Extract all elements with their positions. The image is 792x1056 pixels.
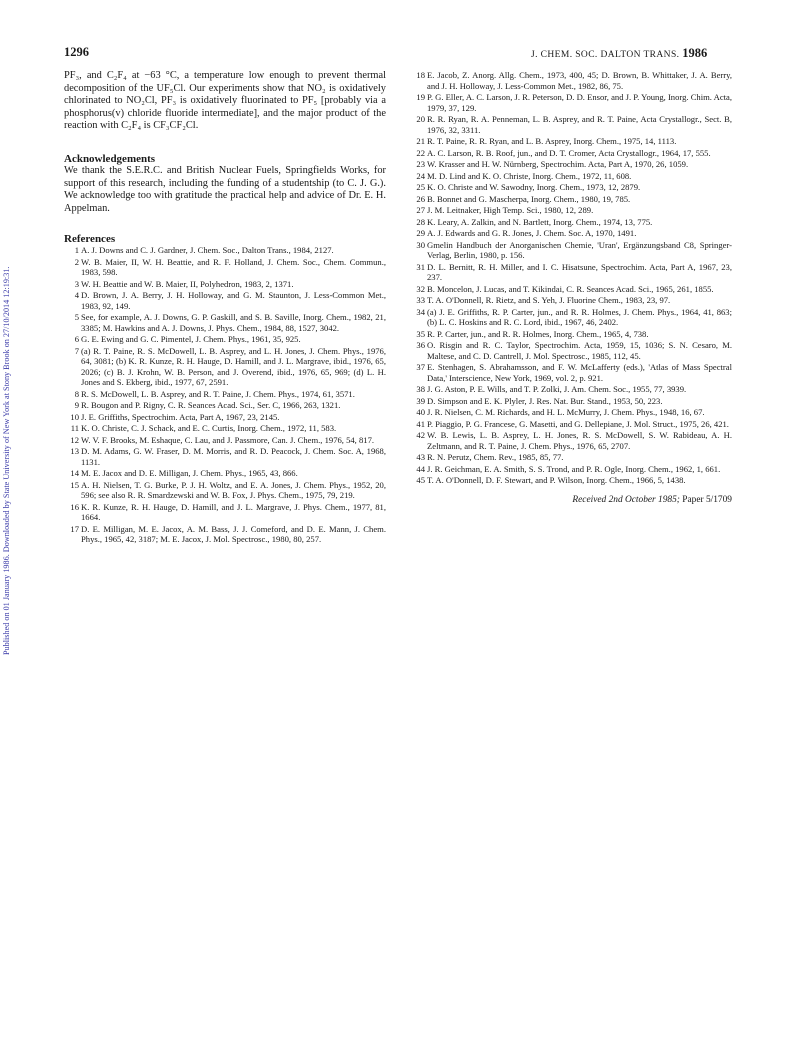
reference-text: (a) J. E. Griffiths, R. P. Carter, jun., and R. R. Holmes, J. Chem. Phys., 1964, 41, 863; (b) L. C. Hoskins and R. C. Lord, ibid., 1967, 46, 2402. (427, 306, 732, 327)
reference-text: W. Krasser and H. W. Nürnberg, Spectrochim. Acta, Part A, 1970, 26, 1059. (427, 159, 689, 169)
reference-item (64, 334, 386, 345)
reference-text: B. Bonnet and G. Mascherpa, Inorg. Chem., 1980, 19, 785. (427, 193, 631, 204)
reference-item (410, 307, 732, 328)
reference-number: 6 (74, 334, 79, 345)
reference-number: 1 (74, 245, 79, 256)
page-number: 1296 (64, 45, 89, 59)
reference-number: 28 (416, 216, 425, 227)
reference-item (410, 407, 732, 418)
reference-item (410, 159, 732, 170)
reference-text: W. B. Lewis, L. B. Asprey, L. H. Jones, R. S. McDowell, S. W. Rabideau, A. H. Zeltmann, and R. T. Paine, J. Chem. Phys., 1976, 65, 2707. (427, 430, 732, 451)
reference-number: 14 (70, 468, 79, 479)
reference-item (410, 262, 732, 283)
reference-item (64, 279, 386, 290)
reference-number: 23 (416, 159, 425, 169)
reference-text: R. S. McDowell, L. B. Asprey, and R. T. Paine, J. Chem. Phys., 1974, 61, 3571. (81, 388, 355, 399)
reference-text: M. E. Jacox and D. E. Milligan, J. Chem. Phys., 1965, 43, 866. (81, 468, 298, 479)
reference-item (410, 384, 732, 395)
reference-number: 8 (74, 388, 79, 399)
reference-item (410, 194, 732, 205)
reference-text: A. J. Downs and C. J. Gardner, J. Chem. Soc., Dalton Trans., 1984, 2127. (81, 245, 334, 256)
reference-item (64, 446, 386, 467)
reference-text: D. Simpson and E. K. Plyler, J. Res. Nat. Bur. Stand., 1953, 50, 223. (427, 395, 663, 406)
reference-number: 26 (416, 193, 425, 204)
reference-item (64, 524, 386, 545)
reference-text: E. Stenhagen, S. Abrahamsson, and F. W. McLafferty (eds.), 'Atlas of Mass Spectral Data,' Interscience, New York, 1969, vol. 2, p. 921. (427, 362, 732, 383)
reference-item (410, 340, 732, 361)
reference-text: Gmelin Handbuch der Anorganischen Chemie, 'Uran', Ergänzungsband C8, Springer-Verlag, Berlin, 1980, p. 156. (427, 239, 732, 260)
reference-item (410, 475, 732, 486)
references-list-right (410, 70, 732, 486)
reference-number: 36 (416, 340, 425, 350)
reference-text: J. E. Griffiths, Spectrochim. Acta, Part A, 1967, 23, 2145. (81, 411, 280, 422)
reference-number: 15 (70, 479, 79, 490)
reference-number: 43 (416, 452, 425, 462)
reference-number: 29 (416, 228, 425, 238)
reference-text: D. Brown, J. A. Berry, J. H. Holloway, and G. M. Staunton, J. Less-Common Met., 1983, 92, 149. (81, 290, 386, 311)
reference-text: K. O. Christe and W. Sawodny, Inorg. Chem., 1973, 12, 2879. (427, 182, 641, 192)
reference-item (410, 70, 732, 91)
reference-item (64, 245, 386, 256)
reference-number: 20 (416, 114, 425, 124)
reference-item (64, 400, 386, 411)
reference-text: A. J. Edwards and G. R. Jones, J. Chem. Soc. A, 1970, 1491. (427, 228, 637, 238)
reference-item (64, 389, 386, 400)
reference-text: See, for example, A. J. Downs, G. P. Gaskill, and S. B. Saville, Inorg. Chem., 1982, 21, 3385; M. Hawkins and A. J. Downs, J. Phys. Chem., 1984, 88, 1527, 3042. (81, 312, 386, 333)
reference-text: (a) R. T. Paine, R. S. McDowell, L. B. Asprey, and L. H. Jones, J. Chem. Phys., 1976, 64, 3081; (b) K. R. Kunze, R. H. Hauge, D. Hamill, and J. L. Margrave, ibid., 1976, 65, 2026; (c) B. J. Krohn, W. B. Person, and J. Overend, ibid., 1976, 65, 969; (d) L. H. Jones and S. Ekberg, ibid., 1977, 67, 2591. (81, 345, 386, 388)
reference-number: 13 (70, 446, 79, 457)
reference-number: 19 (416, 92, 425, 102)
reference-text: W. B. Maier, II, W. H. Beattie, and R. F. Holland, J. Chem. Soc., Chem. Commun., 1983, 598. (81, 256, 386, 278)
reference-number: 44 (416, 463, 425, 474)
reference-number: 31 (416, 261, 425, 272)
reference-text: O. Risgin and R. C. Taylor, Spectrochim. Acta, 1959, 15, 1036; S. N. Cesaro, M. Maltese, and C. D. Cantrell, J. Mol. Spectrosc., 1985, 112, 45. (427, 340, 732, 361)
reference-item (410, 430, 732, 451)
reference-number: 39 (416, 395, 425, 406)
reference-item (410, 396, 732, 407)
reference-number: 41 (416, 418, 425, 429)
reference-item (410, 217, 732, 228)
reference-item (410, 92, 732, 113)
reference-item (410, 464, 732, 475)
reference-item (64, 502, 386, 523)
reference-text: W. V. F. Brooks, M. Eshaque, C. Lau, and J. Passmore, Can. J. Chem., 1976, 54, 817. (81, 434, 375, 445)
reference-number: 34 (416, 306, 425, 317)
reference-text: D. E. Milligan, M. E. Jacox, A. M. Bass, J. J. Comeford, and D. E. Mann, J. Chem. Phys., 1965, 42, 3187; M. E. Jacox, J. Mol. Spectrosc., 1980, 80, 257. (81, 523, 386, 545)
reference-number: 45 (416, 475, 425, 485)
reference-text: B. Moncelon, J. Lucas, and T. Kikindai, C. R. Seances Acad. Sci., 1965, 261, 1855. (427, 283, 714, 294)
left-column (64, 70, 386, 546)
reference-number: 18 (416, 70, 425, 80)
reference-item (410, 148, 732, 159)
reference-number: 16 (70, 501, 79, 512)
journal-year: 1986 (682, 46, 708, 60)
reference-item (64, 290, 386, 311)
reference-text: R. P. Carter, jun., and R. R. Holmes, Inorg. Chem., 1965, 4, 738. (427, 328, 649, 339)
reference-text: E. Jacob, Z. Anorg. Allg. Chem., 1973, 400, 45; D. Brown, B. Whittaker, J. A. Berry, and J. H. Holloway, J. Less-Common Met., 1982, 86, 75. (427, 70, 732, 91)
reference-number: 25 (416, 182, 425, 192)
reference-number: 40 (416, 407, 425, 417)
reference-text: K. Leary, A. Zalkin, and N. Bartlett, Inorg. Chem., 1974, 13, 775. (427, 216, 653, 227)
references-heading: References (64, 233, 116, 246)
reference-number: 12 (70, 434, 79, 445)
references-list-left (64, 245, 386, 545)
paper-number: Paper 5/1709 (682, 494, 732, 505)
reference-item (410, 182, 732, 193)
reference-item (64, 468, 386, 479)
reference-item (410, 136, 732, 147)
reference-number: 22 (416, 147, 425, 158)
reference-number: 24 (416, 170, 425, 181)
reference-text: R. Bougon and P. Rigny, C. R. Seances Acad. Sci., Ser. C, 1966, 263, 1321. (81, 400, 341, 411)
reference-number: 42 (416, 430, 425, 440)
reference-item (410, 171, 732, 182)
journal-name: J. CHEM. SOC. DALTON TRANS. (531, 50, 680, 60)
reference-item (410, 419, 732, 430)
reference-text: R. R. Ryan, R. A. Penneman, L. B. Asprey, and R. T. Paine, Acta Crystallogr., Sect. B, 1976, 32, 3311. (427, 114, 732, 135)
reference-number: 37 (416, 362, 425, 372)
reference-text: P. G. Eller, A. C. Larson, J. R. Peterson, D. D. Ensor, and J. P. Young, Inorg. Chim. Acta, 1979, 37, 129. (427, 92, 732, 113)
reference-item (410, 362, 732, 383)
reference-text: W. H. Beattie and W. B. Maier, II, Polyhedron, 1983, 2, 1371. (81, 278, 294, 289)
reference-item (410, 284, 732, 295)
reference-text: D. L. Bernitt, R. H. Miller, and I. C. Hisatsune, Spectrochim. Acta, Part A, 1967, 23, 237. (427, 261, 732, 282)
reference-text: A. C. Larson, R. B. Roof, jun., and D. T. Cromer, Acta Crystallogr., 1964, 17, 555. (427, 147, 711, 158)
download-watermark[interactable]: Published on 01 January 1986. Downloaded by State University of New York at Stony Brook on 27/10/2014 12:19:31. (2, 266, 11, 655)
reference-item (64, 480, 386, 501)
reference-number: 17 (70, 523, 79, 534)
reference-item (64, 412, 386, 423)
reference-number: 11 (70, 423, 79, 434)
reference-text: T. A. O'Donnell, R. Rietz, and S. Yeh, J. Fluorine Chem., 1983, 23, 97. (427, 295, 671, 305)
reference-item (64, 257, 386, 278)
reference-number: 3 (74, 278, 79, 289)
acknowledgements-heading: Acknowledgements (64, 152, 156, 165)
acknowledgements-text: We thank the S.E.R.C. and British Nuclear Fuels, Springfields Works, for support of this research, including the funding of a studentship (to C. J. G.). We acknowledge too with gratitude the practical help and advice of Dr. E. H. Appelman. (64, 164, 386, 214)
reference-item (64, 435, 386, 446)
reference-text: T. A. O'Donnell, D. F. Stewart, and P. Wilson, Inorg. Chem., 1966, 5, 1438. (427, 475, 686, 485)
reference-item (64, 423, 386, 434)
reference-number: 10 (70, 411, 79, 422)
reference-text: K. R. Kunze, R. H. Hauge, D. Hamill, and J. L. Margrave, J. Phys. Chem., 1977, 81, 1664. (81, 501, 386, 523)
reference-item (64, 312, 386, 333)
reference-number: 32 (416, 283, 425, 294)
reference-text: G. E. Ewing and G. C. Pimentel, J. Chem. Phys., 1961, 35, 925. (81, 334, 301, 345)
received-line (410, 495, 732, 505)
reference-number: 21 (416, 136, 425, 146)
reference-text: J. G. Aston, P. E. Wills, and T. P. Zolki, J. Am. Chem. Soc., 1955, 77, 3939. (427, 384, 687, 394)
reference-number: 9 (74, 400, 79, 411)
reference-text: K. O. Christe, C. J. Schack, and E. C. Curtis, Inorg. Chem., 1972, 11, 583. (81, 423, 337, 434)
reference-item (410, 452, 732, 463)
reference-text: P. Piaggio, P. G. Francese, G. Masetti, and G. Dellepiane, J. Mol. Struct., 1975, 26, 421. (427, 418, 729, 429)
reference-number: 2 (74, 256, 79, 267)
reference-text: R. N. Perutz, Chem. Rev., 1985, 85, 77. (427, 452, 564, 462)
intro-paragraph: PF₃, and C₂F₄ at −63 °C, a temperature low enough to prevent thermal decomposition of the UF₅Cl. Our experiments show that NO₂ is oxidatively chlorinated to NO₂Cl, PF₃ is oxidatively fluorinated to PF₅ [probably via a phosphorus(v) chloride fluoride intermediate], and the major product of the reaction with C₂F₄ is CF₃CF₂Cl. (64, 70, 386, 132)
reference-text: D. M. Adams, G. W. Fraser, D. M. Morris, and R. D. Peacock, J. Chem. Soc. A, 1968, 1131. (81, 446, 386, 467)
reference-text: A. H. Nielsen, T. G. Burke, P. J. H. Woltz, and E. A. Jones, J. Chem. Phys., 1952, 20, 596; see also R. R. Smardzewski and W. B. Fox, J. Phys. Chem., 1975, 79, 219. (81, 479, 386, 501)
reference-item (64, 346, 386, 388)
reference-item (410, 240, 732, 261)
journal-header (531, 46, 707, 61)
reference-number: 27 (416, 205, 425, 215)
reference-item (410, 329, 732, 340)
reference-text: J. M. Leitnaker, High Temp. Sci., 1980, 12, 289. (427, 205, 594, 215)
right-column (410, 70, 732, 505)
reference-number: 33 (416, 295, 425, 305)
reference-number: 5 (74, 312, 79, 323)
reference-number: 4 (74, 290, 79, 301)
reference-text: R. T. Paine, R. R. Ryan, and L. B. Asprey, Inorg. Chem., 1975, 14, 1113. (427, 136, 677, 146)
received-date: Received 2nd October 1985; (572, 494, 680, 505)
reference-number: 38 (416, 384, 425, 394)
reference-number: 7 (74, 345, 79, 356)
reference-number: 35 (416, 328, 425, 339)
reference-text: J. R. Nielsen, C. M. Richards, and H. L. McMurry, J. Chem. Phys., 1948, 16, 67. (427, 407, 705, 417)
reference-item (410, 114, 732, 135)
reference-item (410, 228, 732, 239)
reference-number: 30 (416, 239, 425, 250)
reference-text: J. R. Geichman, E. A. Smith, S. S. Trond, and P. R. Ogle, Inorg. Chem., 1962, 1, 661. (427, 463, 721, 474)
reference-text: M. D. Lind and K. O. Christe, Inorg. Chem., 1972, 11, 608. (427, 170, 632, 181)
reference-item (410, 295, 732, 306)
reference-item (410, 205, 732, 216)
